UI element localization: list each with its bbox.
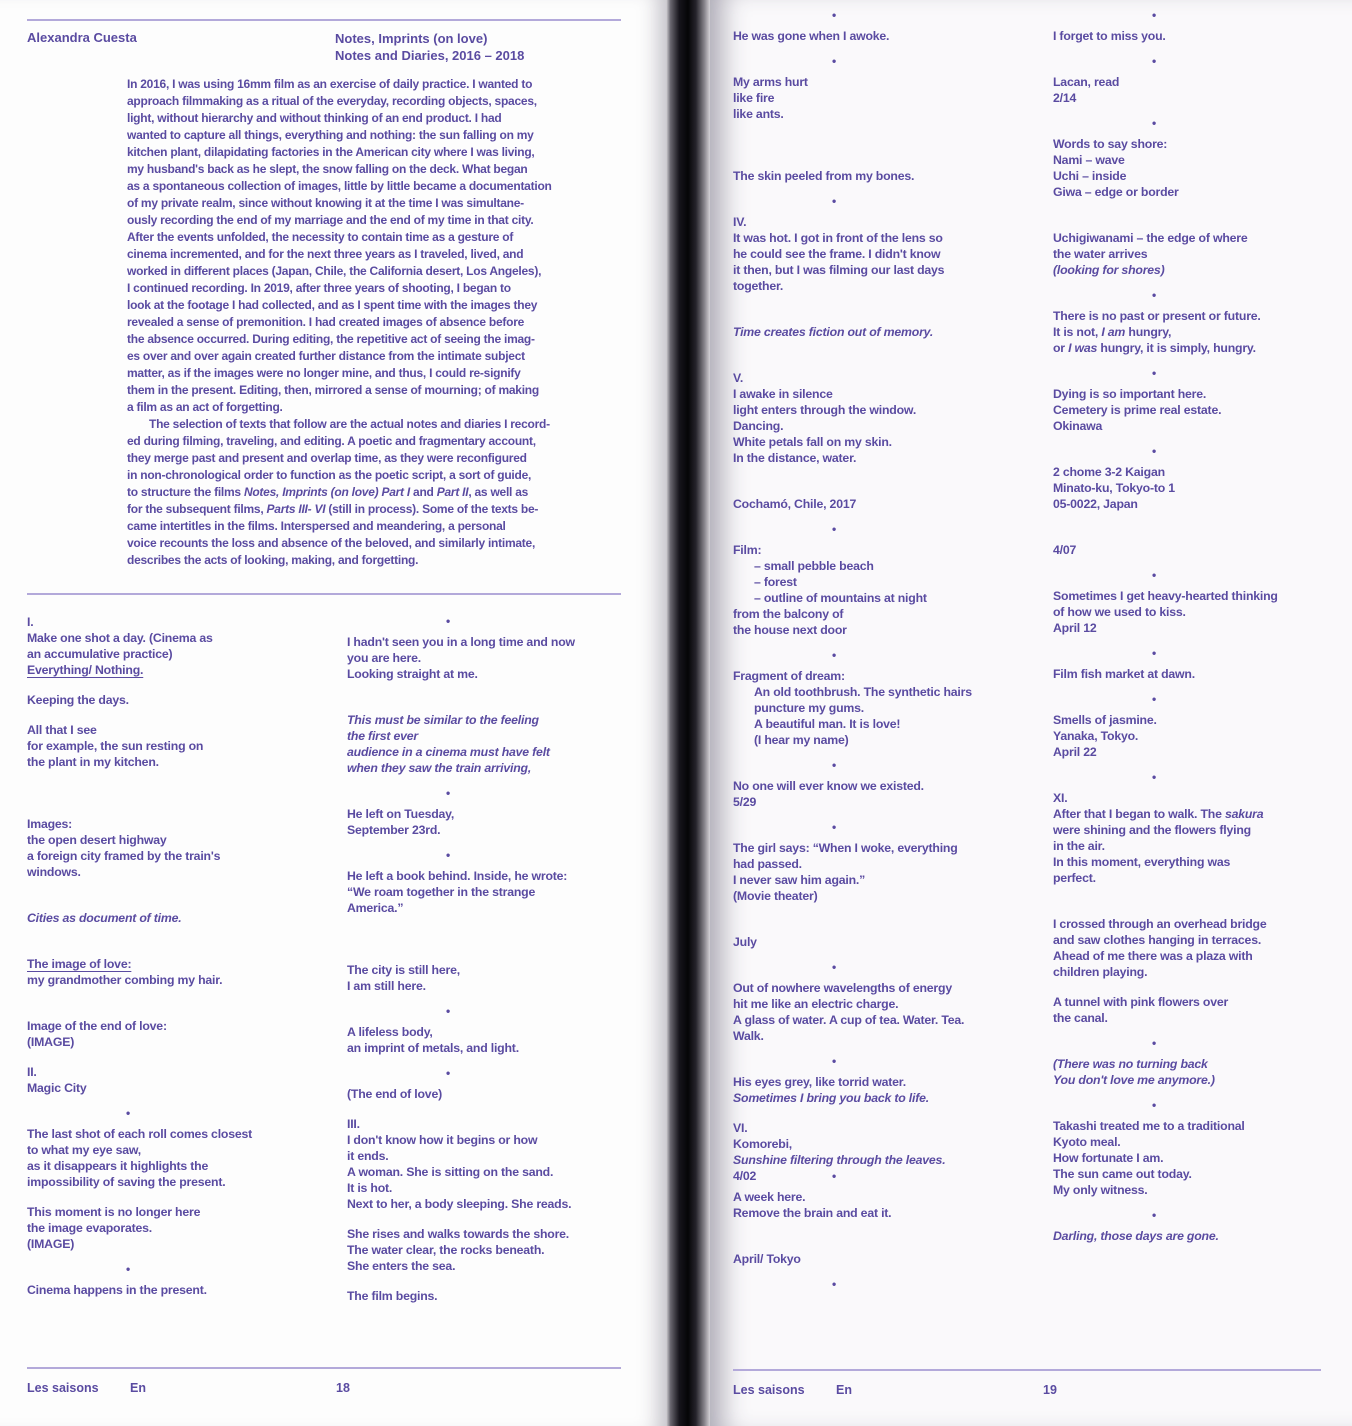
stanza — [1053, 28, 1352, 44]
stanza — [1053, 588, 1352, 636]
text-line: my husband's back as he slept, the snow falling on the deck. What began — [127, 162, 528, 176]
text-line: Images: — [27, 817, 73, 831]
text-line: Cochamó, Chile, 2017 — [733, 497, 857, 511]
stanza — [1053, 386, 1352, 434]
text-line: Film fish market at dawn. — [1053, 667, 1195, 681]
text-line: Sunshine filtering through the leaves. — [733, 1153, 946, 1167]
bullet-separator: • — [446, 1004, 451, 1018]
text-line: II. — [27, 1065, 37, 1079]
work-title-line-2: Notes and Diaries, 2016 – 2018 — [335, 48, 525, 63]
text-line: July — [733, 935, 757, 949]
text-line: A beautiful man. It is love! — [754, 717, 901, 731]
bullet-separator: • — [1152, 646, 1157, 660]
text-line: This must be similar to the feeling — [347, 713, 539, 727]
text-line: No one will ever know we existed. — [733, 779, 924, 793]
text-line: for example, the sun resting on — [27, 739, 204, 753]
text-line: and saw clothes hanging in terraces. — [1053, 933, 1262, 947]
text-line: Out of nowhere wavelengths of energy — [733, 981, 952, 995]
bullet-separator: • — [446, 848, 451, 862]
text-line: He was gone when I awoke. — [733, 29, 890, 43]
text-line: 2/14 — [1053, 91, 1077, 105]
text-line: them in the present. Editing, then, mirrored a sense of mourning; of making — [127, 383, 539, 397]
bullet-separator: • — [446, 614, 451, 628]
stanza — [733, 214, 1053, 294]
text-line: Sometimes I bring you back to life. — [733, 1091, 929, 1105]
stanza — [27, 1282, 347, 1298]
text-line: A tunnel with pink flowers over — [1053, 995, 1229, 1009]
text-line: Takashi treated me to a traditional — [1053, 1119, 1245, 1133]
text-line: Make one shot a day. (Cinema as — [27, 631, 213, 645]
footer-rule — [733, 1369, 1321, 1371]
bullet-separator: • — [832, 820, 837, 834]
bullet-separator: • — [1152, 8, 1157, 22]
text-line: Fragment of dream: — [733, 669, 845, 683]
stanza — [733, 778, 1053, 810]
text-line: 2 chome 3-2 Kaigan — [1053, 465, 1165, 479]
bullet-separator: • — [832, 8, 837, 22]
language-label: En — [836, 1383, 852, 1397]
stanza — [733, 980, 1053, 1044]
stanza — [347, 962, 647, 994]
text-line: The sun came out today. — [1053, 1167, 1192, 1181]
text-line: Remove the brain and eat it. — [733, 1206, 892, 1220]
text-line: Lacan, read — [1053, 75, 1120, 89]
text-line: an imprint of metals, and light. — [347, 1041, 519, 1055]
stanza — [1053, 1056, 1352, 1088]
stanza — [347, 806, 647, 838]
text-line: to what my eye saw, — [27, 1143, 141, 1157]
text-line: Words to say shore: — [1053, 137, 1168, 151]
stanza — [347, 1086, 647, 1102]
text-line: Yanaka, Tokyo. — [1053, 729, 1139, 743]
text-line: a film as an act of forgetting. — [127, 400, 283, 414]
text-line: 05-0022, Japan — [1053, 497, 1138, 511]
page-footer — [733, 1383, 1321, 1403]
text-line: for the subsequent films, Parts III- VI (still in process). Some of the texts be- — [127, 502, 539, 516]
stanza — [733, 668, 1053, 748]
bullet-separator: • — [1152, 116, 1157, 130]
text-line: I continued recording. In 2019, after three years of shooting, I began to — [127, 281, 511, 295]
text-line: – forest — [754, 575, 797, 589]
page-number: 18 — [336, 1381, 350, 1395]
text-line: were shining and the flowers flying — [1053, 823, 1251, 837]
stanza — [733, 496, 1053, 512]
text-line: or I was hungry, it is simply, hungry. — [1053, 341, 1256, 355]
stanza — [347, 712, 647, 776]
stanza — [1053, 666, 1352, 682]
stanza — [347, 1288, 647, 1304]
text-line: 4/02 — [733, 1169, 757, 1183]
bullet-separator: • — [1152, 1208, 1157, 1222]
text-line: Giwa – edge or border — [1053, 185, 1179, 199]
bullet-separator: • — [446, 786, 451, 800]
poem-column-2 — [1053, 8, 1352, 1244]
text-line: my grandmother combing my hair. — [27, 973, 223, 987]
text-line: In this moment, everything was — [1053, 855, 1231, 869]
text-line: The city is still here, — [347, 963, 460, 977]
stanza — [733, 934, 1053, 950]
text-line: Okinawa — [1053, 419, 1103, 433]
stanza — [27, 910, 347, 926]
page-number: 19 — [1043, 1383, 1057, 1397]
text-line: The image of love: — [27, 957, 132, 971]
text-line: (There was no turning back — [1053, 1057, 1208, 1071]
journal-name: Les saisons — [733, 1383, 805, 1397]
text-line: September 23rd. — [347, 823, 441, 837]
text-line: Image of the end of love: — [27, 1019, 167, 1033]
stanza — [1053, 1118, 1352, 1198]
footer-rule — [27, 1367, 621, 1369]
author-name: Alexandra Cuesta — [27, 30, 137, 45]
bullet-separator: • — [832, 54, 837, 68]
text-line: hit me like an electric charge. — [733, 997, 899, 1011]
page-right — [710, 0, 1352, 1426]
text-line: A glass of water. A cup of tea. Water. Tea. — [733, 1013, 965, 1027]
text-line: There is no past or present or future. — [1053, 309, 1261, 323]
text-line: I. — [27, 615, 34, 629]
poem-column-1 — [733, 8, 1053, 1297]
text-line: the absence occurred. During editing, the repetitive act of seeing the imag- — [127, 332, 535, 346]
text-line: The water clear, the rocks beneath. — [347, 1243, 545, 1257]
text-line: Komorebi, — [733, 1137, 793, 1151]
poem-column-2 — [347, 614, 647, 1304]
text-line: approach filmmaking as a ritual of the everyday, recording objects, spaces, — [127, 94, 537, 108]
text-line: His eyes grey, like torrid water. — [733, 1075, 906, 1089]
text-line: impossibility of saving the present. — [27, 1175, 226, 1189]
stanza — [1053, 230, 1352, 278]
text-line: when they saw the train arriving, — [347, 761, 532, 775]
text-line: of my private realm, since without knowing it at the time I was simultane- — [127, 196, 524, 210]
text-line: How fortunate I am. — [1053, 1151, 1164, 1165]
text-line: from the balcony of — [733, 607, 844, 621]
text-line: of how we used to kiss. — [1053, 605, 1186, 619]
text-line: Uchigiwanami – the edge of where — [1053, 231, 1248, 245]
bullet-separator: • — [1152, 1036, 1157, 1050]
text-line: the first ever — [347, 729, 419, 743]
text-line: A week here. — [733, 1190, 806, 1204]
work-title — [335, 30, 524, 64]
text-line: light enters through the window. — [733, 403, 917, 417]
poem-columns-right-page — [733, 8, 1352, 1297]
text-line: (looking for shores) — [1053, 263, 1165, 277]
text-line: She rises and walks towards the shore. — [347, 1227, 570, 1241]
text-line: This moment is no longer here — [27, 1205, 201, 1219]
stanza — [1053, 1228, 1352, 1244]
stanza — [733, 370, 1053, 466]
text-line: Keeping the days. — [27, 693, 129, 707]
poem-column-1 — [27, 614, 347, 1298]
text-line: America.” — [347, 901, 404, 915]
stanza — [733, 840, 1053, 904]
bullet-separator: • — [1152, 692, 1157, 706]
text-line: 5/29 — [733, 795, 757, 809]
bullet-separator: • — [832, 522, 837, 536]
text-line: in non-chronological order to function as the poetic script, a sort of guide, — [127, 468, 532, 482]
text-line: children playing. — [1053, 965, 1148, 979]
bullet-separator: • — [832, 648, 837, 662]
text-line: – outline of mountains at night — [754, 591, 927, 605]
text-line: Magic City — [27, 1081, 87, 1095]
text-line: (Movie theater) — [733, 889, 818, 903]
stanza — [347, 634, 647, 682]
text-line: as it disappears it highlights the — [27, 1159, 209, 1173]
stanza — [27, 722, 347, 770]
text-line: Time creates fiction out of memory. — [733, 325, 934, 339]
bullet-separator: • — [126, 1262, 131, 1276]
text-line: as a spontaneous collection of images, little by little became a documentation — [127, 179, 552, 193]
stanza — [733, 1074, 1053, 1106]
bullet-separator: • — [126, 1106, 131, 1120]
text-line: in the air. — [1053, 839, 1105, 853]
text-line: to structure the films Notes, Imprints (on love) Part I and Part II, as well as — [127, 485, 529, 499]
stanza — [1053, 74, 1352, 106]
text-line: the plant in my kitchen. — [27, 755, 159, 769]
text-line: The girl says: “When I woke, everything — [733, 841, 958, 855]
text-line: My only witness. — [1053, 1183, 1148, 1197]
text-line: I forget to miss you. — [1053, 29, 1166, 43]
header-rule — [27, 19, 621, 21]
text-line: wanted to capture all things, everything and nothing: the sun falling on my — [127, 128, 534, 142]
bullet-separator: • — [1152, 366, 1157, 380]
section-rule — [27, 593, 621, 595]
stanza — [733, 1251, 1053, 1267]
text-line: windows. — [27, 865, 81, 879]
text-line: the house next door — [733, 623, 847, 637]
text-line: Uchi – inside — [1053, 169, 1127, 183]
text-line: kitchen plant, dilapidating factories in the American city where I was living, — [127, 145, 535, 159]
stanza — [733, 168, 1053, 184]
stanza — [1053, 916, 1352, 980]
work-title-line-1: Notes, Imprints (on love) — [335, 31, 488, 46]
text-line: A lifeless body, — [347, 1025, 433, 1039]
text-line: es over and over again created further distance from the intimate subject — [127, 349, 525, 363]
bullet-separator: • — [832, 194, 837, 208]
text-line: You don't love me anymore.) — [1053, 1073, 1215, 1087]
text-line: It was hot. I got in front of the lens so — [733, 231, 943, 245]
text-line: I don't know how it begins or how — [347, 1133, 538, 1147]
text-line: Next to her, a body sleeping. She reads. — [347, 1197, 572, 1211]
text-line: After that I began to walk. The sakura — [1053, 807, 1264, 821]
text-line: worked in different places (Japan, Chile, the California desert, Los Angeles), — [127, 264, 542, 278]
bullet-separator: • — [832, 1277, 837, 1291]
text-line: – small pebble beach — [754, 559, 874, 573]
text-line: Dying is so important here. — [1053, 387, 1207, 401]
text-line: (I hear my name) — [754, 733, 849, 747]
text-line: It is not, I am hungry, — [1053, 325, 1172, 339]
bullet-separator: • — [1152, 444, 1157, 458]
text-line: revealed a sense of premonition. I had created images of absence before — [127, 315, 525, 329]
bullet-separator: • — [446, 1066, 451, 1080]
text-line: matter, as if the images were no longer mine, and thus, I could re-signify — [127, 366, 521, 380]
stanza — [733, 74, 1053, 122]
stanza — [27, 614, 347, 678]
stanza — [347, 1226, 647, 1274]
text-line: XI. — [1053, 791, 1068, 805]
stanza — [733, 324, 1053, 340]
stanza — [1053, 994, 1352, 1026]
text-line: puncture my gums. — [754, 701, 865, 715]
text-line: 4/07 — [1053, 543, 1077, 557]
stanza — [1053, 464, 1352, 512]
text-line: he could see the frame. I didn't know — [733, 247, 941, 261]
stanza — [347, 1116, 647, 1212]
stanza — [27, 1126, 347, 1190]
stanza — [1053, 712, 1352, 760]
stanza — [27, 1064, 347, 1096]
text-line: He left a book behind. Inside, he wrote: — [347, 869, 568, 883]
text-line: I hadn't seen you in a long time and now — [347, 635, 575, 649]
text-line: a foreign city framed by the train's — [27, 849, 221, 863]
text-line: I crossed through an overhead bridge — [1053, 917, 1267, 931]
journal-name: Les saisons — [27, 1381, 99, 1395]
text-line: the canal. — [1053, 1011, 1108, 1025]
bullet-separator: • — [832, 1054, 837, 1068]
text-line: III. — [347, 1117, 360, 1131]
bullet-separator: • — [1152, 770, 1157, 784]
text-line: VI. — [733, 1121, 748, 1135]
text-line: you are here. — [347, 651, 421, 665]
text-line: Film: — [733, 543, 762, 557]
text-line: IV. — [733, 215, 747, 229]
text-line: It is hot. — [347, 1181, 393, 1195]
text-line: like fire — [733, 91, 775, 105]
text-line: it then, but I was filming our last days — [733, 263, 945, 277]
text-line: I never saw him again.” — [733, 873, 866, 887]
text-line: The selection of texts that follow are the actual notes and diaries I record- — [149, 417, 550, 431]
text-line: Walk. — [733, 1029, 764, 1043]
text-line: Kyoto meal. — [1053, 1135, 1121, 1149]
text-line: Smells of jasmine. — [1053, 713, 1157, 727]
text-line: April 22 — [1053, 745, 1097, 759]
text-line: cinema incremented, and for the next three years as I traveled, lived, and — [127, 247, 524, 261]
stanza — [347, 1024, 647, 1056]
bullet-separator: • — [1152, 288, 1157, 302]
text-line: She enters the sea. — [347, 1259, 456, 1273]
text-line: the image evaporates. — [27, 1221, 152, 1235]
text-line: like ants. — [733, 107, 784, 121]
text-line: an accumulative practice) — [27, 647, 173, 661]
text-line: Nami – wave — [1053, 153, 1125, 167]
language-label: En — [130, 1381, 146, 1395]
stanza — [1053, 136, 1352, 200]
stanza — [27, 956, 347, 988]
text-line: I awake in silence — [733, 387, 833, 401]
text-line: the open desert highway — [27, 833, 167, 847]
text-line: Cemetery is prime real estate. — [1053, 403, 1222, 417]
text-line: had passed. — [733, 857, 802, 871]
bullet-separator: • — [1152, 1098, 1157, 1112]
text-line: The skin peeled from my bones. — [733, 169, 915, 183]
text-line: Everything/ Nothing. — [27, 663, 144, 677]
text-line: the water arrives — [1053, 247, 1148, 261]
text-line: Dancing. — [733, 419, 784, 433]
text-line: audience in a cinema must have felt — [347, 745, 550, 759]
stanza — [27, 816, 347, 880]
text-line: Cinema happens in the present. — [27, 1283, 207, 1297]
page-left — [0, 0, 666, 1426]
text-line: Sometimes I get heavy-hearted thinking — [1053, 589, 1278, 603]
text-line: White petals fall on my skin. — [733, 435, 892, 449]
bullet-separator: • — [1152, 568, 1157, 582]
stanza — [27, 1018, 347, 1050]
text-line: He left on Tuesday, — [347, 807, 455, 821]
text-line: The film begins. — [347, 1289, 438, 1303]
text-line: An old toothbrush. The synthetic hairs — [754, 685, 972, 699]
text-line: (IMAGE) — [27, 1237, 75, 1251]
book-spine-gutter — [666, 0, 710, 1426]
stanza — [733, 28, 1053, 44]
text-line: A woman. She is sitting on the sand. — [347, 1165, 554, 1179]
bullet-separator: • — [832, 1169, 837, 1183]
text-line: (IMAGE) — [27, 1035, 75, 1049]
text-line: Minato-ku, Tokyo-to 1 — [1053, 481, 1175, 495]
stanza — [1053, 308, 1352, 356]
text-line: The last shot of each roll comes closest — [27, 1127, 253, 1141]
text-line: My arms hurt — [733, 75, 808, 89]
bullet-separator: • — [832, 960, 837, 974]
stanza — [347, 868, 647, 916]
text-line: Looking straight at me. — [347, 667, 478, 681]
text-line: Ahead of me there was a plaza with — [1053, 949, 1253, 963]
bullet-separator: • — [1152, 54, 1157, 68]
text-line: All that I see — [27, 723, 97, 737]
text-line: In 2016, I was using 16mm film as an exercise of daily practice. I wanted to — [127, 77, 533, 91]
text-line: Darling, those days are gone. — [1053, 1229, 1219, 1243]
text-line: light, without hierarchy and without thinking of an end product. I had — [127, 111, 502, 125]
text-line: After the events unfolded, the necessity to contain time as a gesture of — [127, 230, 514, 244]
text-line: (The end of love) — [347, 1087, 442, 1101]
stanza — [1053, 542, 1352, 558]
stanza — [27, 692, 347, 708]
text-line: I am still here. — [347, 979, 426, 993]
text-line: together. — [733, 279, 784, 293]
text-line: it ends. — [347, 1149, 389, 1163]
stanza — [27, 1204, 347, 1252]
text-line: V. — [733, 371, 744, 385]
text-line: voice recounts the loss and absence of the beloved, and similarly intimate, — [127, 536, 536, 550]
text-line: ously recording the end of my marriage and the end of my time in that city. — [127, 213, 534, 227]
text-line: perfect. — [1053, 871, 1096, 885]
poem-columns-left-page — [27, 614, 666, 1304]
stanza — [733, 1189, 1053, 1221]
text-line: ed during filming, traveling, and editing. A poetic and fragmentary account, — [127, 434, 536, 448]
text-line: describes the acts of looking, making, and forgetting. — [127, 553, 419, 567]
text-line: Cities as document of time. — [27, 911, 182, 925]
text-line: April 12 — [1053, 621, 1097, 635]
stanza — [1053, 790, 1352, 886]
text-line: look at the footage I had collected, and as I spent time with the images they — [127, 298, 538, 312]
text-line: came intertitles in the films. Interspersed and meandering, a personal — [127, 519, 506, 533]
text-line: they merge past and present and overlap time, as they were reconfigured — [127, 451, 527, 465]
text-line: In the distance, water. — [733, 451, 857, 465]
stanza — [733, 542, 1053, 638]
text-line: “We roam together in the strange — [347, 885, 536, 899]
bullet-separator: • — [832, 758, 837, 772]
text-line: April/ Tokyo — [733, 1252, 801, 1266]
introduction-text — [127, 76, 639, 569]
page-footer — [27, 1381, 621, 1401]
